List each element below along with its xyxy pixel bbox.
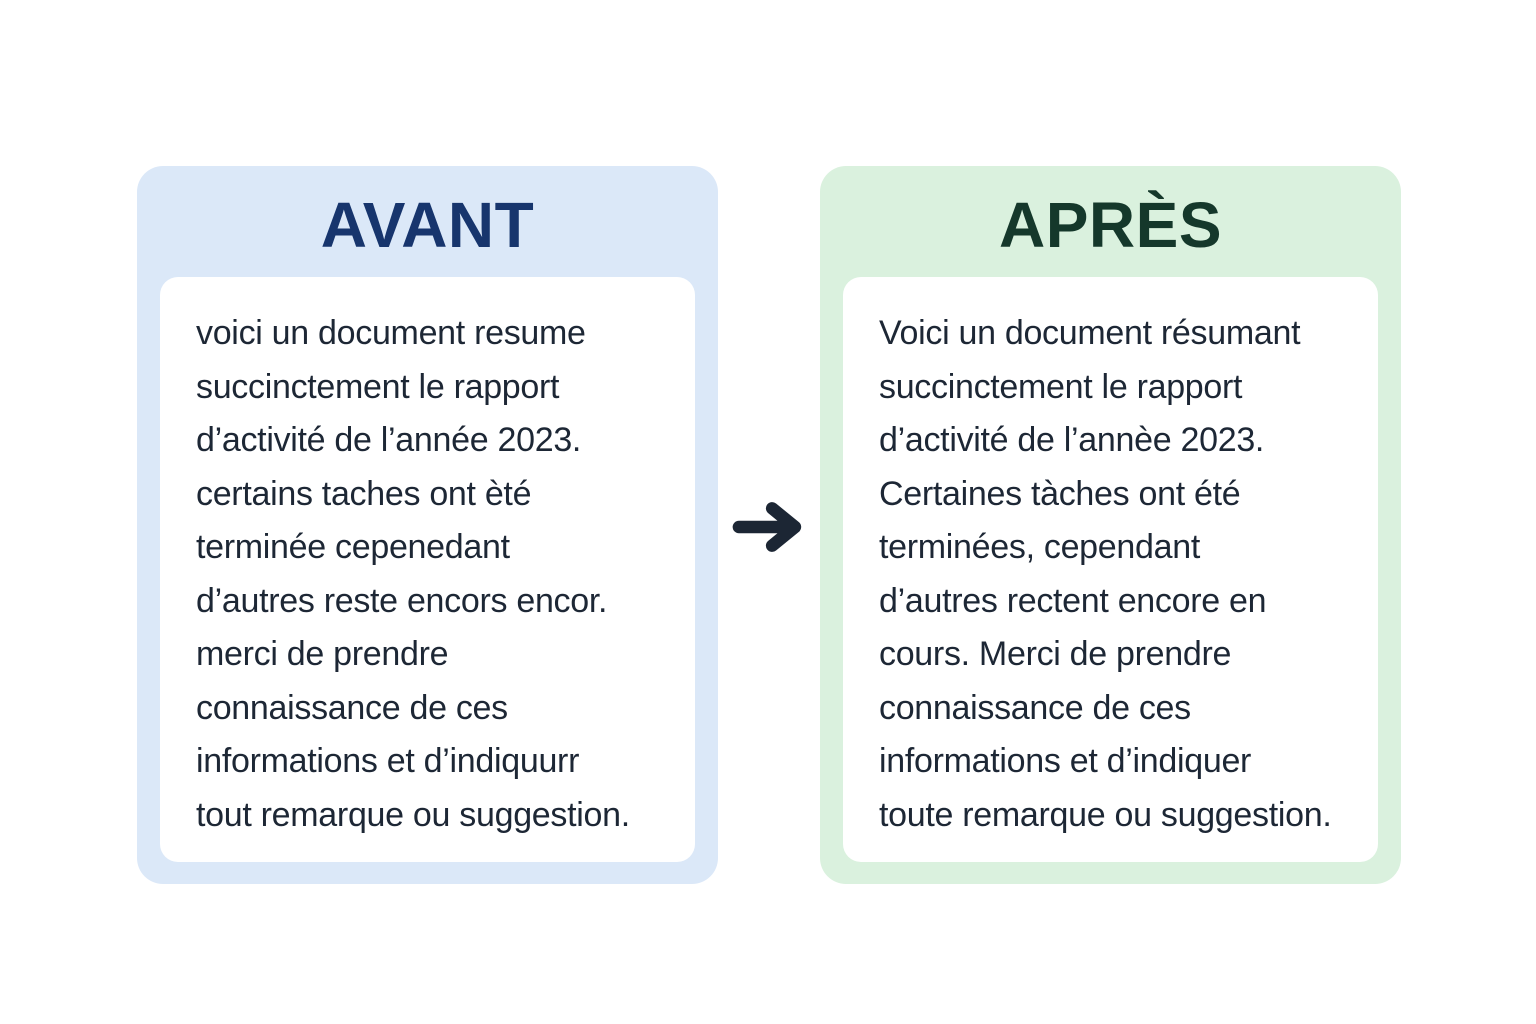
text-line: terminées, cependant [879, 528, 1200, 566]
text-line: tout remarque ou suggestion. [196, 795, 630, 834]
text-line: d’autres rectent encore en [879, 581, 1267, 620]
before-text-panel [160, 277, 695, 862]
text-line: toute remarque ou suggestion. [879, 795, 1332, 834]
text-line: Certaines tàches ont été [879, 474, 1241, 513]
text-line: informations et d’indiquurr [196, 742, 580, 780]
text-line: succinctement le rapport [879, 367, 1243, 406]
arrow-right-icon [731, 500, 807, 554]
text-line: terminée cepenedant [196, 528, 510, 566]
before-card-title: AVANT [320, 189, 535, 261]
text-line: d’activité de l’année 2023. [196, 421, 582, 459]
text-line: connaissance de ces [196, 688, 508, 727]
text-line: succinctement le rapport [196, 367, 560, 406]
after-card-title: APRÈS [999, 189, 1222, 261]
text-line: merci de prendre [196, 635, 449, 673]
text-line: cours. Merci de prendre [879, 635, 1232, 673]
after-card [820, 166, 1401, 884]
after-text-panel [843, 277, 1378, 862]
text-line: certains taches ont èté [196, 474, 532, 513]
text-line: d’activité de l’annèe 2023. [879, 421, 1265, 459]
text-line: Voici un document résumant [879, 314, 1301, 352]
before-card [137, 166, 718, 884]
text-line: informations et d’indiquer [879, 742, 1252, 780]
text-line: voici un document resume [196, 314, 586, 352]
text-line: d’autres reste encors encor. [196, 581, 608, 620]
text-line: connaissance de ces [879, 688, 1191, 727]
